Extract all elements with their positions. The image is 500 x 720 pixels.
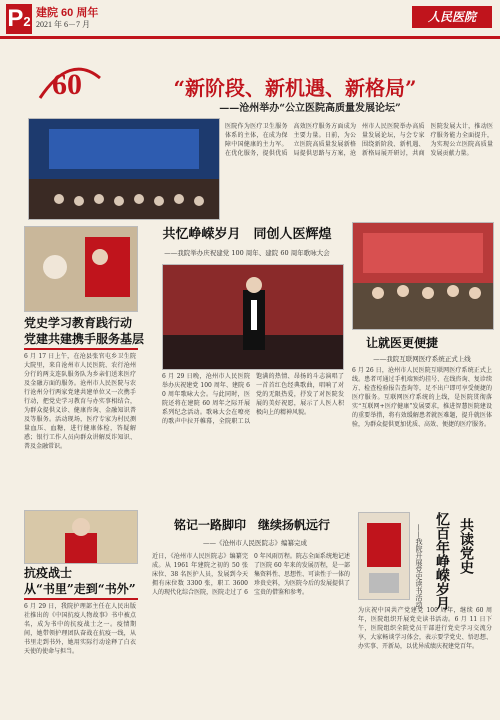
service-event-photo: [24, 226, 138, 312]
left-top-title-2: 党建共建携手服务基层: [24, 332, 145, 346]
bottom-right-body: 为庆祝中国共产党建党 100 周年，继续 60 周年，医院组织开展党史读书活动。6 月 11 日下午，医院组织全院党员干部进行党史学习交流分享，大家畅谈学习体会，表示要学党史、悟思想、办实事、开新局，以优异成绩庆祝建党百年。: [358, 607, 492, 650]
issue-date: 2021 年 6－7 月: [36, 20, 90, 29]
bottom-right-title-2: 忆百年峥嵘岁月: [434, 512, 450, 610]
anniversary-emblem: [30, 48, 110, 108]
left-top-title-1: 党史学习教育践行动: [24, 316, 133, 330]
left-top-body: 6 月 17 日上午，在沧县张官屯乡卫生院大院里，来自沧州市人民医院、农行沧州分行的两支连队服务队为乡亲们送来医疗及金融方面的服务。沧州市人民医院与农行沧州分行两家党建共建单位又一次携手行动，把党史学习教育与办实事相结合，为群众提供义诊、健康咨询、金融知识普及等服务。活动现场，医疗专家为村民测量血压、血糖，进行健康体检，答疑解惑；银行工作人员向群众讲解反诈知识、普及金融常识。: [24, 353, 136, 450]
internet-hospital-launch-photo: [352, 222, 494, 330]
page-number-badge: P2: [7, 5, 31, 32]
singing-event-photo: [162, 264, 344, 370]
lead-body: 医院作为医疗卫生服务体系的主体，在成为保障中国健康的主力军。在优化服务，提供优质高效医疗服务方面成为主要力量。日前，为公立医院高质量发展新格局提供思路与方案，沧州市人民医院举办高质量发展论坛，与会专家围绕新阶段、新机遇、新格局展开研讨，共商医院发展大计，推动医疗服务能力全面提升，为实现公立医院高质量发展贡献力量。: [225, 123, 493, 157]
bottom-left-rule: [24, 598, 138, 600]
bottom-left-body: 6 月 29 日，我院护理部主任在人民出版社推出的《中国抗疫人物故事》书中被点名，成为书中的抗疫战士之一。疫情期间，她带领护理团队奋战在抗疫一线，从书里走到书外，她用实际行动诠释了白衣天使的使命与担当。: [24, 603, 136, 655]
lead-headline: “新阶段、新机遇、新格局”: [173, 76, 417, 100]
center-body: 6 月 29 日晚，沧州市人民医院举办庆祝建党 100 周年、建院 60 周年歌咏大会。与此同时，医院还将在建院 60 周年之际开展系列纪念活动。歌咏大会在嘹亮的歌声中拉开帷幕，全院职工以饱满的热情、昂扬的斗志演唱了一首首红色经典歌曲，唱响了对党的无限热爱，抒发了对医院发展的美好祝愿，展示了人医人积极向上的精神风貌。: [162, 373, 344, 425]
bottom-right-subtitle: ——我院开展党史读书活动: [415, 524, 423, 608]
masthead-logo: 人民医院: [412, 6, 492, 28]
bottom-left-title-2: 从“书里”走到“书外”: [24, 582, 136, 596]
nurse-portrait-photo: [24, 510, 138, 564]
left-top-rule: [24, 348, 138, 350]
bottom-center-title: 铭记一路脚印 继续扬帆远行: [173, 518, 330, 532]
svg-text:60: 60: [52, 68, 82, 101]
bottom-center-body: 近日，《沧州市人民医院志》编纂完成。从 1961 年建院之初的 50 张床位、38 名医护人员，发展到今天拥有床位数 3300 张，职工 3600 人的现代化综合医院，医院走过了 60 年风雨历程。院志全面系统地记述了医院 60 年来的发展历程，是一部集资料性、思想性、可读性于一体的珍贵史料，为医院今后的发展提供了宝贵的借鉴和参考。: [152, 553, 350, 596]
center-title: 共忆峥嵘岁月 同创人医辉煌: [162, 227, 332, 242]
bottom-right-title-1: 共读党史: [458, 518, 474, 574]
bottom-left-title-1: 抗疫战士: [24, 566, 73, 580]
section-title: 建院 60 周年: [36, 7, 99, 19]
header-rule: [0, 36, 500, 39]
lead-subhead: ——沧州举办“公立医院高质量发展论坛”: [219, 103, 401, 114]
right-mid-body: 6 月 26 日，沧州市人民医院互联网医疗系统正式上线。患者可通过手机端预约挂号、在线咨询、复诊续方、检查检验报告查询等，足不出户即可享受便捷的医疗服务。互联网医疗系统的上线，是医院贯彻落实“互联网+医疗健康”发展要求，推进智慧医院建设的重要举措，将有效缓解患者就医难题，提升就医体验，为群众提供更加优质、高效、便捷的医疗服务。: [352, 367, 492, 428]
reading-activity-photo: [358, 512, 410, 600]
bottom-center-subtitle: ——《沧州市人民医院志》编纂完成: [203, 539, 307, 547]
right-mid-title: 让就医更便捷: [366, 336, 439, 350]
forum-stage-photo: [28, 118, 220, 220]
center-subtitle: ——我院举办庆祝建党 100 周年、建院 60 周年歌咏大会: [164, 249, 330, 257]
right-mid-subtitle: ——我院互联网医疗系统正式上线: [373, 355, 471, 363]
